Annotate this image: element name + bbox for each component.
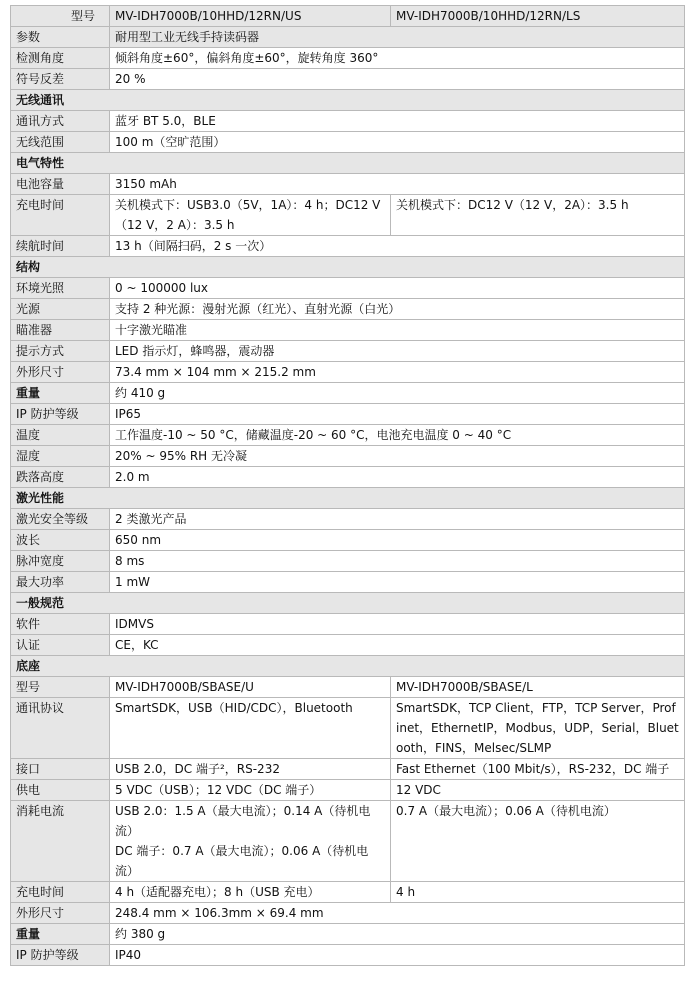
spec-row: [11, 509, 685, 530]
spec-value: IDMVS: [110, 614, 685, 635]
spec-row: [11, 677, 685, 698]
header-row-params: [11, 27, 685, 48]
spec-row: [11, 698, 685, 759]
spec-row: [11, 945, 685, 966]
spec-row: [11, 320, 685, 341]
spec-value-us: MV-IDH7000B/SBASE/U: [110, 677, 391, 698]
spec-label: 脉冲宽度: [11, 551, 110, 572]
spec-label: IP 防护等级: [11, 945, 110, 966]
spec-label: 光源: [11, 299, 110, 320]
spec-value: 248.4 mm × 106.3mm × 69.4 mm: [110, 903, 685, 924]
spec-label: 软件: [11, 614, 110, 635]
spec-row: [11, 362, 685, 383]
spec-row: [11, 801, 685, 882]
spec-value: IP40: [110, 945, 685, 966]
spec-value: 3150 mAh: [110, 174, 685, 195]
spec-label: 湿度: [11, 446, 110, 467]
spec-row: [11, 425, 685, 446]
spec-value: 13 h（间隔扫码，2 s 一次）: [110, 236, 685, 257]
spec-label: 提示方式: [11, 341, 110, 362]
spec-value-us: USB 2.0，DC 端子²，RS-232: [110, 759, 391, 780]
spec-value-us: 4 h（适配器充电）；8 h（USB 充电）: [110, 882, 391, 903]
product-type: 耐用型工业无线手持读码器: [110, 27, 685, 48]
spec-row: [11, 299, 685, 320]
spec-value-ls: Fast Ethernet（100 Mbit/s），RS-232，DC 端子: [391, 759, 685, 780]
spec-label: 激光安全等级: [11, 509, 110, 530]
section-title: 底座: [11, 656, 685, 677]
header-row-model: [11, 6, 685, 27]
spec-label: 消耗电流: [11, 801, 110, 882]
spec-value-us: SmartSDK，USB（HID/CDC），Bluetooth: [110, 698, 391, 759]
model-ls: MV-IDH7000B/10HHD/12RN/LS: [391, 6, 685, 27]
section-row: [11, 153, 685, 174]
spec-value: 2 类激光产品: [110, 509, 685, 530]
spec-row: [11, 635, 685, 656]
spec-row: [11, 278, 685, 299]
spec-row: [11, 174, 685, 195]
spec-value: 约 410 g: [110, 383, 685, 404]
spec-value: 8 ms: [110, 551, 685, 572]
section-row: [11, 656, 685, 677]
spec-value: IP65: [110, 404, 685, 425]
spec-value-ls: 4 h: [391, 882, 685, 903]
spec-row: [11, 446, 685, 467]
spec-label: 电池容量: [11, 174, 110, 195]
spec-table: [10, 5, 685, 966]
model-label: 型号: [11, 6, 110, 27]
spec-row: [11, 903, 685, 924]
section-title: 无线通讯: [11, 90, 685, 111]
spec-value: 0 ~ 100000 lux: [110, 278, 685, 299]
spec-value-us: 5 VDC（USB）；12 VDC（DC 端子）: [110, 780, 391, 801]
spec-value-ls: 关机模式下：DC12 V（12 V，2A）：3.5 h: [391, 195, 685, 236]
spec-row: [11, 48, 685, 69]
spec-label: 供电: [11, 780, 110, 801]
spec-value: 工作温度-10 ~ 50 °C，储藏温度-20 ~ 60 °C，电池充电温度 0 ~ 40 °C: [110, 425, 685, 446]
section-title: 一般规范: [11, 593, 685, 614]
spec-row: [11, 111, 685, 132]
section-title: 电气特性: [11, 153, 685, 174]
spec-value: 蓝牙 BT 5.0，BLE: [110, 111, 685, 132]
spec-value: 约 380 g: [110, 924, 685, 945]
spec-label: 瞄准器: [11, 320, 110, 341]
spec-row: [11, 236, 685, 257]
spec-row: [11, 882, 685, 903]
spec-label: 通讯协议: [11, 698, 110, 759]
spec-value: 2.0 m: [110, 467, 685, 488]
spec-value: 支持 2 种光源：漫射光源（红光）、直射光源（白光）: [110, 299, 685, 320]
spec-label: 外形尺寸: [11, 903, 110, 924]
spec-value-ls: SmartSDK，TCP Client，FTP，TCP Server，Profinet，EthernetIP，Modbus，UDP，Serial，Bluetooth，FINS，Melsec/SLMP: [391, 698, 685, 759]
spec-value-ls: 12 VDC: [391, 780, 685, 801]
spec-label: 无线范围: [11, 132, 110, 153]
spec-label: 检测角度: [11, 48, 110, 69]
params-label: 参数: [11, 27, 110, 48]
spec-label: 认证: [11, 635, 110, 656]
spec-label: 外形尺寸: [11, 362, 110, 383]
section-title: 激光性能: [11, 488, 685, 509]
spec-value: 1 mW: [110, 572, 685, 593]
section-row: [11, 257, 685, 278]
spec-label: 环境光照: [11, 278, 110, 299]
spec-label: 符号反差: [11, 69, 110, 90]
section-row: [11, 90, 685, 111]
spec-value: 十字激光瞄准: [110, 320, 685, 341]
spec-value-us: 关机模式下：USB3.0（5V，1A）：4 h；DC12 V（12 V，2 A）：3.5 h: [110, 195, 391, 236]
section-row: [11, 593, 685, 614]
spec-row: [11, 780, 685, 801]
spec-label: 型号: [11, 677, 110, 698]
spec-value: 20 %: [110, 69, 685, 90]
spec-label: IP 防护等级: [11, 404, 110, 425]
spec-value-ls: 0.7 A（最大电流）；0.06 A（待机电流）: [391, 801, 685, 882]
spec-row: [11, 69, 685, 90]
spec-value: 倾斜角度±60°，偏斜角度±60°，旋转角度 360°: [110, 48, 685, 69]
spec-row: [11, 132, 685, 153]
spec-label: 通讯方式: [11, 111, 110, 132]
spec-row: [11, 551, 685, 572]
spec-value: LED 指示灯，蜂鸣器，震动器: [110, 341, 685, 362]
spec-row: [11, 924, 685, 945]
spec-label: 充电时间: [11, 882, 110, 903]
spec-label: 续航时间: [11, 236, 110, 257]
spec-row: [11, 614, 685, 635]
spec-label: 接口: [11, 759, 110, 780]
spec-value: 100 m（空旷范围）: [110, 132, 685, 153]
spec-value-ls: MV-IDH7000B/SBASE/L: [391, 677, 685, 698]
spec-label: 跌落高度: [11, 467, 110, 488]
spec-label: 重量: [11, 383, 110, 404]
spec-row: [11, 530, 685, 551]
spec-label: 最大功率: [11, 572, 110, 593]
spec-label: 充电时间: [11, 195, 110, 236]
section-row: [11, 488, 685, 509]
spec-value-us: USB 2.0：1.5 A（最大电流）；0.14 A（待机电流） DC 端子：0.7 A（最大电流）；0.06 A（待机电流）: [110, 801, 391, 882]
spec-row: [11, 195, 685, 236]
spec-row: [11, 759, 685, 780]
section-title: 结构: [11, 257, 685, 278]
spec-row: [11, 467, 685, 488]
spec-row: [11, 572, 685, 593]
spec-value: 650 nm: [110, 530, 685, 551]
spec-value: 20% ~ 95% RH 无冷凝: [110, 446, 685, 467]
spec-row: [11, 404, 685, 425]
spec-value: CE，KC: [110, 635, 685, 656]
spec-row: [11, 341, 685, 362]
spec-label: 温度: [11, 425, 110, 446]
model-us: MV-IDH7000B/10HHD/12RN/US: [110, 6, 391, 27]
spec-label: 波长: [11, 530, 110, 551]
spec-row: [11, 383, 685, 404]
spec-label: 重量: [11, 924, 110, 945]
spec-value: 73.4 mm × 104 mm × 215.2 mm: [110, 362, 685, 383]
